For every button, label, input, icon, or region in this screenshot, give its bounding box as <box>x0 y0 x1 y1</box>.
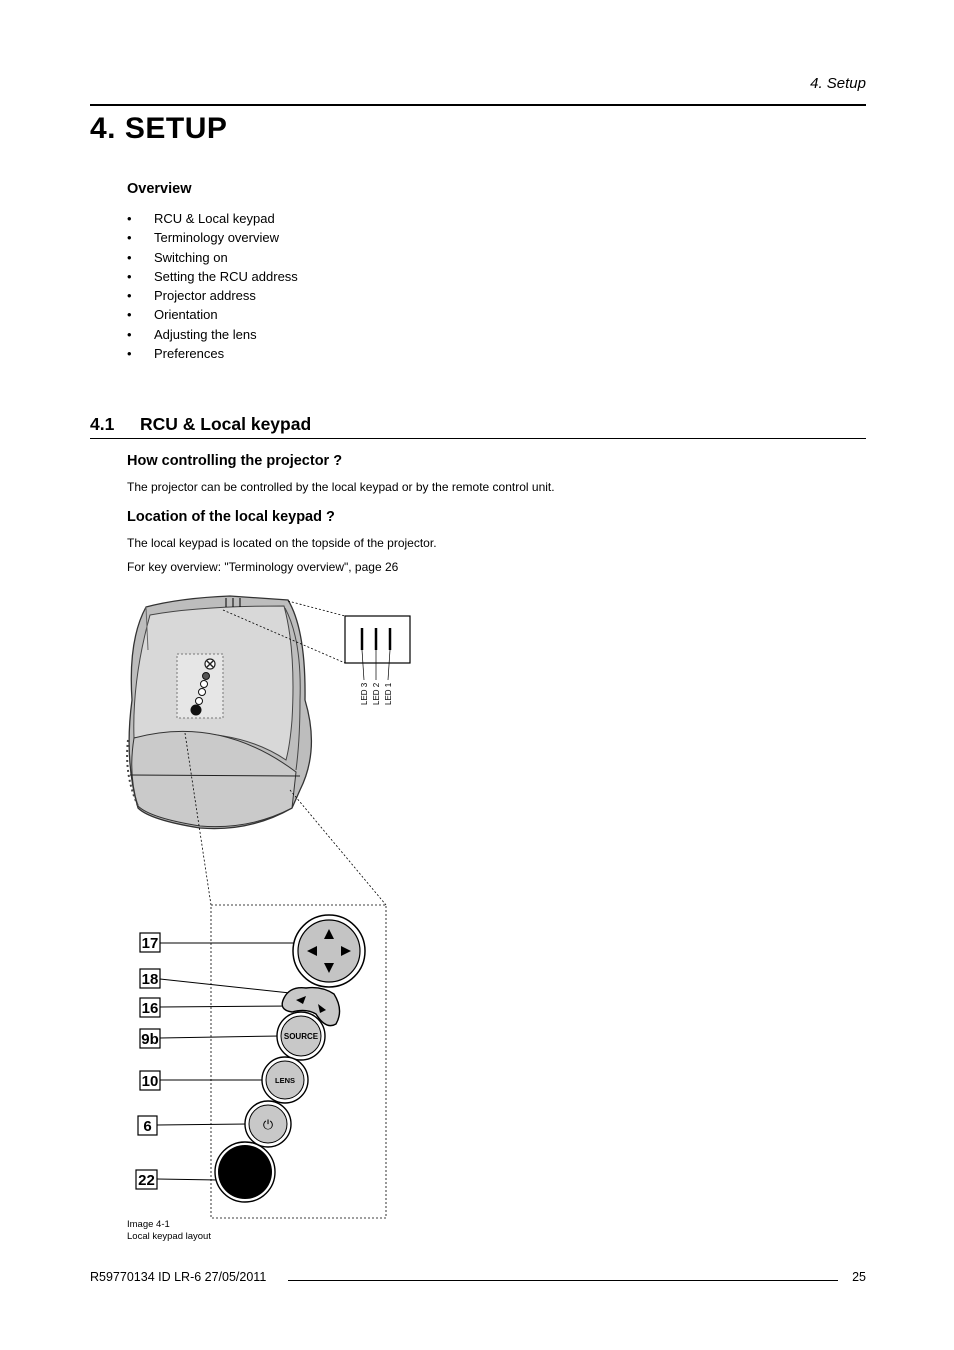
callout-box <box>140 1071 160 1090</box>
overview-item-label: RCU & Local keypad <box>154 211 275 226</box>
key-overview-reference[interactable]: For key overview: "Terminology overview", page 26 <box>127 560 399 574</box>
overview-item-label: Adjusting the lens <box>154 326 257 342</box>
bullet-icon: • <box>127 346 132 362</box>
answer-location-text: The local keypad is located on the topside of the projector. <box>127 536 437 550</box>
overview-item[interactable] <box>127 305 298 324</box>
callout-label: 9b <box>141 1031 159 1048</box>
bullet-icon: • <box>127 307 132 323</box>
callout-box <box>140 969 160 988</box>
overview-item-label: Preferences <box>154 346 225 362</box>
projector-body <box>127 596 311 829</box>
header-rule <box>90 104 866 106</box>
callout-box <box>140 998 160 1017</box>
overview-item[interactable] <box>127 344 298 363</box>
led-label: LED 2 <box>372 682 381 705</box>
overview-heading: Overview <box>127 181 192 197</box>
section-rule <box>90 438 866 439</box>
bullet-icon: • <box>127 326 132 342</box>
callout-box <box>140 1029 160 1048</box>
chapter-title: 4. SETUP <box>90 112 228 145</box>
caption-number: Image 4-1 <box>127 1219 170 1230</box>
overview-item-label: Orientation <box>154 307 218 323</box>
source-key-label: SOURCE <box>283 1032 319 1041</box>
overview-item-label: Setting the RCU address <box>154 268 298 284</box>
led-label: LED 1 <box>384 682 393 705</box>
section-title <box>90 414 311 435</box>
caption-title: Local keypad layout <box>127 1231 211 1242</box>
callout-box <box>140 933 160 952</box>
section-number: 4.1 <box>90 414 115 434</box>
answer-control-text: The projector can be controlled by the local keypad or by the remote control unit. <box>127 480 555 494</box>
overview-item-label: Projector address <box>154 288 256 304</box>
lens-key[interactable] <box>262 1057 308 1103</box>
ir-receiver <box>215 1142 275 1202</box>
running-header: 4. Setup <box>810 75 866 92</box>
bullet-icon: • <box>127 230 132 246</box>
section-title-text: RCU & Local keypad <box>140 414 312 434</box>
overview-item[interactable] <box>127 228 298 247</box>
overview-list <box>127 209 298 363</box>
footer-rule <box>288 1280 838 1281</box>
callout-label: 10 <box>141 1073 159 1090</box>
question-control-heading: How controlling the projector ? <box>127 453 343 469</box>
footer-doc-id: R59770134 ID LR-6 27/05/2011 <box>90 1270 267 1284</box>
overview-item[interactable] <box>127 248 298 267</box>
callout-box <box>138 1116 157 1135</box>
led-label: LED 3 <box>360 682 369 705</box>
keypad-figure <box>120 588 420 1223</box>
question-location-heading: Location of the local keypad ? <box>127 509 335 525</box>
figure-caption <box>127 1219 211 1243</box>
overview-item[interactable] <box>127 209 298 228</box>
lens-key-label: LENS <box>274 1076 296 1085</box>
overview-item[interactable] <box>127 286 298 305</box>
callout-label: 17 <box>141 935 159 952</box>
power-key[interactable] <box>245 1101 291 1147</box>
callout-box <box>136 1170 157 1189</box>
bullet-icon: • <box>127 268 132 284</box>
callout-label: 16 <box>141 1000 159 1017</box>
page-number: 25 <box>852 1270 866 1284</box>
overview-item[interactable] <box>127 267 298 286</box>
overview-item-label: Terminology overview <box>154 230 279 246</box>
bullet-icon: • <box>127 211 132 226</box>
bullet-icon: • <box>127 288 132 304</box>
power-icon: ⏻ <box>262 1117 274 1132</box>
callout-label: 18 <box>141 971 159 988</box>
bullet-icon: • <box>127 249 132 265</box>
source-key[interactable] <box>277 1012 325 1060</box>
overview-item-label: Switching on <box>154 249 228 265</box>
callout-label: 22 <box>138 1172 155 1189</box>
callout-label: 6 <box>143 1118 152 1135</box>
cursor-keys[interactable] <box>293 915 365 987</box>
overview-item[interactable] <box>127 325 298 344</box>
